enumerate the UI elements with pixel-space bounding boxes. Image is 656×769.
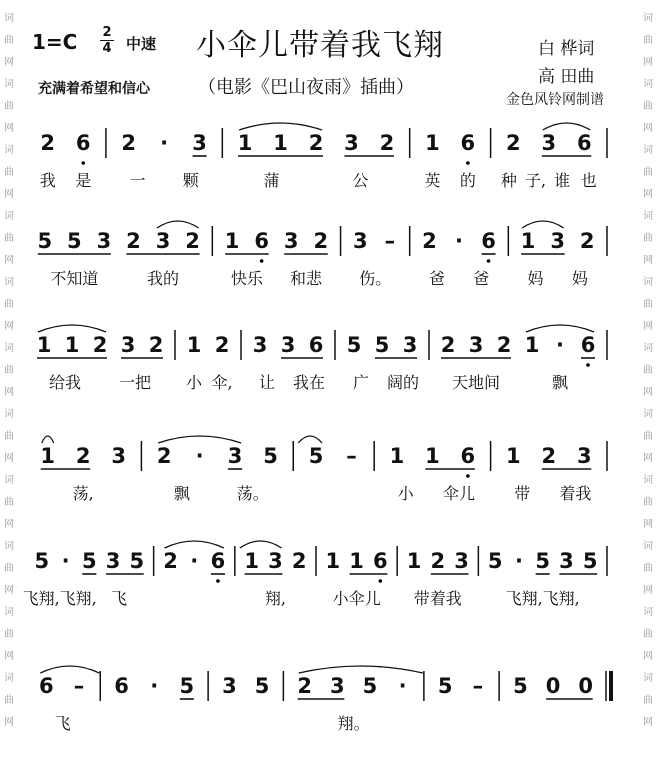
slur-arc <box>526 325 594 332</box>
watermark-char: 词 <box>643 607 653 618</box>
watermark-char: 词 <box>4 13 14 24</box>
slur-arc <box>165 541 224 548</box>
watermark-char: 曲 <box>4 233 14 244</box>
lyric-text: 公 <box>352 171 369 190</box>
song-title: 小伞儿带着我飞翔 <box>196 28 444 63</box>
watermark-char: 网 <box>643 123 653 134</box>
watermark-char: 词 <box>4 409 14 420</box>
watermark-char: 曲 <box>643 365 653 376</box>
note-digit: 1 <box>273 131 288 155</box>
watermark-char: 网 <box>643 453 653 464</box>
lyric-text: 小 <box>397 484 414 503</box>
lyric-text: 颗 <box>182 171 199 190</box>
note-digit: 1 <box>425 131 440 155</box>
note-digit: · <box>195 444 204 468</box>
watermark-char: 词 <box>4 145 14 156</box>
note-digit: 6 <box>460 131 476 155</box>
note-digit: 6 <box>39 674 54 698</box>
lyric-text: 带着我 <box>413 589 462 608</box>
watermark-char: 曲 <box>4 101 14 112</box>
watermark-char: 网 <box>4 123 14 134</box>
note-digit: 3 <box>454 549 469 573</box>
note-digit: 3 <box>268 549 283 573</box>
watermark-char: 词 <box>643 277 653 288</box>
lyric-text: 小 <box>185 373 203 392</box>
lyric-text: 飞 <box>54 714 71 733</box>
slur-arc <box>522 221 564 228</box>
note-digit: 6 <box>460 444 476 468</box>
lyric-text: 广 <box>352 373 370 392</box>
note-digit: 5 <box>487 549 503 573</box>
note-digit: 6 <box>308 333 324 357</box>
note-digit: 1 <box>349 549 364 573</box>
note-digit: 6 <box>576 131 592 155</box>
note-digit: 1 <box>36 333 52 357</box>
tempo-marking: 中速 <box>126 35 157 53</box>
watermark-char: 曲 <box>643 497 653 508</box>
note-digit: 3 <box>344 131 359 155</box>
note-digit: 1 <box>64 333 80 357</box>
note-digit: 2 <box>297 674 312 698</box>
watermark-char: 网 <box>643 651 653 662</box>
watermark-char: 网 <box>643 585 653 596</box>
watermark-char: 网 <box>4 651 14 662</box>
note-digit: 3 <box>559 549 574 573</box>
arranger-credit: 金色风铃网制谱 <box>506 92 604 108</box>
slur-arc <box>157 221 199 228</box>
note-digit: 3 <box>120 333 136 357</box>
note-digit: 2 <box>121 131 136 155</box>
slur-arc <box>42 436 54 443</box>
watermark-char: 词 <box>4 607 14 618</box>
watermark-char: 网 <box>4 519 14 530</box>
watermark-char: 曲 <box>4 563 14 574</box>
note-digit: 2 <box>440 333 456 357</box>
note-digit: 5 <box>129 549 145 573</box>
watermark-char: 曲 <box>4 431 14 442</box>
lyric-text: 是 <box>75 171 92 190</box>
note-digit: 5 <box>346 333 362 357</box>
watermark-char: 曲 <box>4 299 14 310</box>
lyric-text: 种 <box>500 171 517 190</box>
watermark-char: 词 <box>643 79 653 90</box>
note-digit: 1 <box>224 229 240 253</box>
watermark-char: 曲 <box>643 233 653 244</box>
note-digit: 5 <box>82 549 97 573</box>
watermark-char: 曲 <box>643 563 653 574</box>
note-digit: – <box>384 229 396 253</box>
watermark-char: 网 <box>643 519 653 530</box>
lyric-text: 和悲 <box>289 269 323 288</box>
note-digit: 2 <box>40 131 56 155</box>
note-digit: · <box>150 674 159 698</box>
lyric-text: 飞 <box>110 589 127 608</box>
note-digit: 2 <box>156 444 172 468</box>
time-signature-top: 2 <box>102 25 112 40</box>
note-digit: 2 <box>430 549 446 573</box>
expression-marking: 充满着希望和信心 <box>38 81 150 97</box>
watermark-char: 曲 <box>643 35 653 46</box>
note-digit: 2 <box>496 333 512 357</box>
low-octave-dot <box>487 259 491 263</box>
lyric-text: 快乐 <box>230 269 263 288</box>
note-digit: · <box>190 549 199 573</box>
lyric-text: 爸 <box>473 269 490 288</box>
note-digit: 3 <box>155 229 171 253</box>
composer-credit: 高 田曲 <box>538 67 595 87</box>
watermark-char: 网 <box>643 387 653 398</box>
lyric-text: 飘 <box>551 373 569 392</box>
key-signature: 1=C <box>32 30 78 54</box>
note-digit: 2 <box>185 229 200 253</box>
watermark-char: 曲 <box>643 695 653 706</box>
watermark-char: 曲 <box>643 101 653 112</box>
watermark-char: 词 <box>643 13 653 24</box>
lyric-text: 一把 <box>118 373 152 392</box>
note-digit: · <box>61 549 70 573</box>
note-digit: 5 <box>437 674 453 698</box>
lyric-text: 我的 <box>146 269 180 288</box>
watermark-char: 网 <box>4 321 14 332</box>
note-digit: 1 <box>506 444 521 468</box>
lyric-text: 伞, <box>211 373 233 392</box>
note-digit: 3 <box>105 549 121 573</box>
watermark-char: 词 <box>4 673 14 684</box>
note-digit: 2 <box>379 131 395 155</box>
note-digit: 2 <box>313 229 329 253</box>
note-digit: 5 <box>179 674 195 698</box>
slur-arc <box>40 666 99 673</box>
note-digit: 0 <box>545 674 561 698</box>
slur-arc <box>158 436 241 443</box>
note-digit: 3 <box>353 229 368 253</box>
note-digit: · <box>455 229 463 253</box>
slur-arc <box>240 541 282 548</box>
lyric-text: 着我 <box>559 484 592 503</box>
lyric-text: 给我 <box>48 373 82 392</box>
lyric-text: 也 <box>580 171 597 190</box>
watermark-char: 词 <box>4 79 14 90</box>
note-digit: 6 <box>254 229 269 253</box>
watermark-char: 词 <box>4 475 14 486</box>
watermark-char: 词 <box>4 277 14 288</box>
note-digit: 2 <box>214 333 230 357</box>
note-digit: 1 <box>244 549 259 573</box>
watermark-char: 网 <box>643 321 653 332</box>
note-digit: 3 <box>192 131 207 155</box>
time-signature-bottom: 4 <box>102 41 112 56</box>
watermark-char: 词 <box>643 475 653 486</box>
lyric-text: 我 <box>39 171 56 190</box>
song-subtitle: （电影《巴山夜雨》插曲） <box>198 77 414 98</box>
low-octave-dot <box>81 161 85 165</box>
watermark-char: 曲 <box>643 431 653 442</box>
note-digit: 6 <box>114 674 129 698</box>
watermark-char: 曲 <box>643 167 653 178</box>
note-digit: 2 <box>506 131 521 155</box>
lyric-text: 飞翔,飞翔, <box>505 589 580 608</box>
note-digit: 2 <box>126 229 141 253</box>
watermark-char: 曲 <box>4 629 14 640</box>
lyric-text: 荡, <box>72 484 94 503</box>
watermark-char: 词 <box>643 673 653 684</box>
watermark-char: 词 <box>4 541 14 552</box>
note-digit: 3 <box>550 229 565 253</box>
note-digit: 3 <box>576 444 592 468</box>
watermark-char: 曲 <box>4 497 14 508</box>
note-digit: 3 <box>283 229 299 253</box>
note-digit: 2 <box>579 229 595 253</box>
note-digit: 6 <box>481 229 496 253</box>
watermark-char: 词 <box>643 145 653 156</box>
note-digit: 1 <box>425 444 440 468</box>
watermark-char: 网 <box>643 255 653 266</box>
lyric-text: 让 <box>258 373 276 392</box>
watermark-char: 词 <box>643 541 653 552</box>
watermark-char: 网 <box>643 717 653 728</box>
slur-arc <box>299 666 423 673</box>
watermark-char: 词 <box>643 409 653 420</box>
lyric-text: 小伞儿 <box>332 589 381 608</box>
note-digit: 6 <box>210 549 226 573</box>
lyric-text: 蒲 <box>263 171 280 190</box>
watermark-char: 网 <box>4 57 14 68</box>
note-digit: 3 <box>252 333 268 357</box>
note-digit: 0 <box>578 674 593 698</box>
watermark-char: 网 <box>4 189 14 200</box>
note-digit: 2 <box>291 549 307 573</box>
note-digit: 5 <box>374 333 390 357</box>
note-digit: 2 <box>163 549 178 573</box>
watermark-char: 曲 <box>4 695 14 706</box>
note-digit: 2 <box>422 229 437 253</box>
note-digit: 3 <box>227 444 243 468</box>
lyric-text: 谁 <box>554 171 571 190</box>
lyric-text: 飞翔,飞翔, <box>22 589 97 608</box>
lyric-text: 天地间 <box>451 373 501 392</box>
watermark-char: 词 <box>643 343 653 354</box>
note-digit: 5 <box>34 549 50 573</box>
slur-arc <box>543 123 590 130</box>
note-digit: 1 <box>524 333 540 357</box>
note-digit: · <box>556 333 564 357</box>
note-digit: 3 <box>468 333 484 357</box>
low-octave-dot <box>466 161 470 165</box>
watermark-char: 词 <box>643 211 653 222</box>
note-digit: 5 <box>513 674 528 698</box>
note-digit: 1 <box>40 444 56 468</box>
note-digit: 5 <box>362 674 378 698</box>
note-digit: 3 <box>402 333 418 357</box>
lyric-text: 我在 <box>292 373 326 392</box>
note-digit: 3 <box>111 444 126 468</box>
note-digit: 5 <box>535 549 550 573</box>
note-digit: 3 <box>96 229 112 253</box>
lyric-text: 带 <box>514 484 531 503</box>
note-digit: – <box>73 674 85 698</box>
note-digit: 2 <box>541 444 557 468</box>
note-digit: 3 <box>280 333 296 357</box>
watermark-char: 曲 <box>643 629 653 640</box>
watermark-char: 曲 <box>4 35 14 46</box>
slur-arc <box>239 123 322 130</box>
note-digit: 1 <box>325 549 341 573</box>
note-digit: 2 <box>92 333 108 357</box>
lyric-text: 英 <box>424 171 441 190</box>
note-digit: 1 <box>186 333 202 357</box>
lyric-text: 飘 <box>173 484 190 503</box>
watermark-char: 网 <box>643 57 653 68</box>
watermark-char: 网 <box>643 189 653 200</box>
lyric-text: 妈 <box>527 269 544 288</box>
note-digit: – <box>472 674 484 698</box>
lyric-text: 爸 <box>428 269 445 288</box>
note-digit: 5 <box>37 229 53 253</box>
note-digit: 1 <box>237 131 253 155</box>
lyric-text: 阔的 <box>386 373 420 392</box>
lyric-text: 不知道 <box>50 269 99 288</box>
watermark-char: 网 <box>4 255 14 266</box>
slur-arc <box>38 325 106 332</box>
watermark-char: 网 <box>4 387 14 398</box>
lyricist-credit: 白 桦词 <box>538 39 595 59</box>
lyric-text: 翔, <box>264 589 286 608</box>
note-digit: 3 <box>330 674 345 698</box>
watermark-char: 曲 <box>4 167 14 178</box>
low-octave-dot <box>586 363 590 367</box>
note-digit: · <box>514 549 523 573</box>
low-octave-dot <box>260 259 264 263</box>
lyric-text: 伤。 <box>359 269 392 288</box>
note-digit: 3 <box>222 674 237 698</box>
note-digit: 5 <box>254 674 270 698</box>
low-octave-dot <box>216 579 220 583</box>
note-digit: · <box>398 674 407 698</box>
lyric-text: 伞儿 <box>442 484 476 503</box>
note-digit: 6 <box>580 333 596 357</box>
note-digit: 3 <box>541 131 557 155</box>
watermark-char: 曲 <box>4 365 14 376</box>
watermark-char: 词 <box>4 211 14 222</box>
lyric-text: 妈 <box>571 269 588 288</box>
watermark-char: 词 <box>4 343 14 354</box>
note-digit: 1 <box>389 444 405 468</box>
lyric-text: 翔。 <box>337 714 370 733</box>
note-digit: 5 <box>263 444 278 468</box>
note-digit: 2 <box>308 131 324 155</box>
note-digit: 6 <box>373 549 388 573</box>
low-octave-dot <box>379 579 383 583</box>
note-digit: 1 <box>406 549 422 573</box>
note-digit: 5 <box>582 549 598 573</box>
lyric-text: 一 <box>129 171 146 190</box>
note-digit: · <box>160 131 169 155</box>
lyric-text: 的 <box>459 171 476 190</box>
note-digit: 5 <box>67 229 82 253</box>
note-digit: 5 <box>308 444 324 468</box>
note-digit: 6 <box>75 131 91 155</box>
low-octave-dot <box>466 474 470 478</box>
lyric-text: 荡。 <box>236 484 269 503</box>
note-digit: – <box>346 444 357 468</box>
watermark-char: 网 <box>4 453 14 464</box>
lyric-text: 子, <box>524 171 547 190</box>
slur-arc <box>298 436 322 443</box>
watermark-char: 网 <box>4 717 14 728</box>
note-digit: 2 <box>75 444 91 468</box>
watermark-char: 网 <box>4 585 14 596</box>
watermark-char: 曲 <box>643 299 653 310</box>
note-digit: 2 <box>148 333 164 357</box>
note-digit: 1 <box>520 229 536 253</box>
